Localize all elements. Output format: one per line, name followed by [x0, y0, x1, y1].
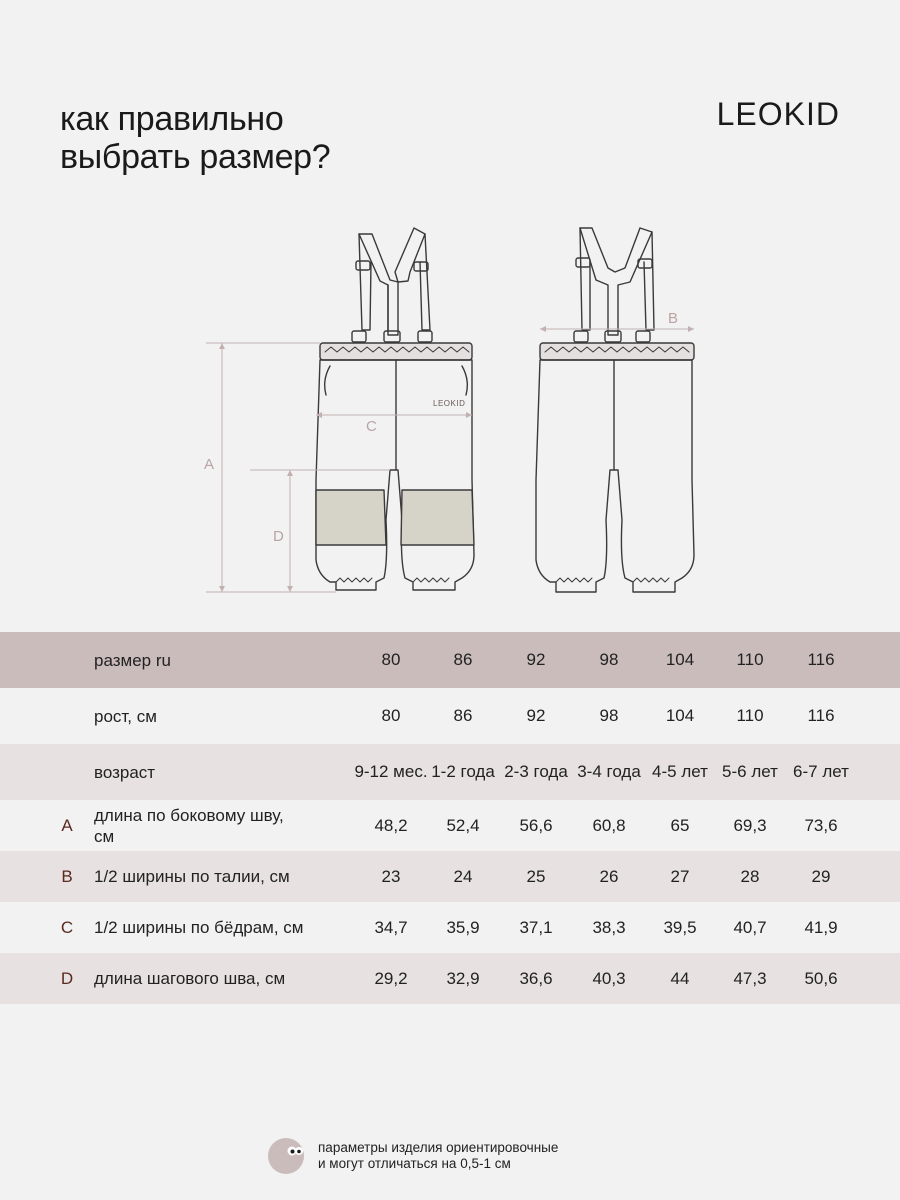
table-cell: 110 [736, 706, 764, 725]
table-cell: 98 [599, 706, 619, 725]
label-b: B [668, 310, 679, 327]
table-cell: 29,2 [374, 968, 408, 988]
table-row [0, 688, 900, 744]
footnote-line-2: и могут отличаться на 0,5-1 см [318, 1156, 511, 1171]
table-cell: 40,3 [592, 968, 626, 988]
table-cell: 23 [381, 866, 401, 886]
table-cell: 52,4 [446, 815, 480, 835]
overalls-illustration [195, 215, 715, 615]
table-cell: 116 [807, 706, 835, 725]
table-cell: 110 [736, 650, 764, 669]
table-cell: 56,6 [519, 815, 553, 835]
table-cell: 80 [381, 706, 401, 725]
title-line-2: выбрать размер? [60, 138, 331, 176]
table-row [0, 851, 900, 902]
table-cell: 65 [670, 815, 690, 835]
page-title [60, 100, 330, 176]
brand-logo: LEOKID [716, 96, 840, 132]
table-cell: 26 [599, 866, 619, 886]
title-line-1: как правильно [60, 100, 284, 138]
product-logo: LEOKID [433, 399, 466, 408]
table-cell: 44 [670, 968, 690, 988]
table-cell: 37,1 [519, 917, 553, 937]
table-cell: 86 [453, 706, 473, 725]
row-letter: D [60, 968, 74, 988]
table-row [0, 902, 900, 953]
table-cell: 34,7 [374, 917, 408, 937]
table-row [0, 800, 900, 851]
table-cell: 3-4 года [577, 762, 641, 781]
mascot-icon [268, 1138, 304, 1174]
measurement-lines [206, 329, 694, 592]
table-cell: 69,3 [733, 815, 767, 835]
table-cell: 29 [811, 866, 831, 886]
row-label: рост, см [94, 706, 157, 726]
table-cell: 25 [526, 866, 546, 886]
table-cell: 1-2 года [431, 762, 495, 781]
table-cell: 50,6 [804, 968, 838, 988]
table-row [0, 953, 900, 1004]
row-label: длина по боковому шву, см [94, 805, 284, 846]
row-label: 1/2 ширины по талии, см [94, 867, 290, 886]
table-cell: 60,8 [592, 815, 626, 835]
table-cell: 28 [740, 866, 760, 886]
row-letter: B [61, 866, 73, 886]
table-cell: 35,9 [446, 917, 480, 937]
table-cell: 47,3 [733, 968, 767, 988]
row-letter: A [61, 815, 73, 835]
table-cell: 9-12 мес. [354, 762, 428, 781]
table-cell: 92 [526, 706, 546, 725]
table-cell: 116 [807, 650, 835, 669]
table-cell: 48,2 [374, 815, 408, 835]
row-label: размер ru [94, 650, 171, 670]
table-cell: 41,9 [804, 917, 838, 937]
row-label: длина шагового шва, см [94, 969, 286, 988]
table-cell: 24 [453, 866, 473, 886]
row-label: возраст [94, 762, 156, 782]
table-cell: 98 [599, 650, 619, 669]
table-cell: 6-7 лет [793, 762, 849, 781]
front-view [316, 228, 474, 590]
label-d: D [273, 528, 284, 545]
table-cell: 73,6 [804, 815, 838, 835]
table-cell: 40,7 [733, 917, 767, 937]
table-cell: 104 [665, 706, 695, 725]
table-cell: 80 [381, 650, 401, 669]
table-cell: 27 [670, 866, 690, 886]
back-view [536, 228, 694, 592]
label-a: A [204, 456, 215, 473]
table-cell: 38,3 [592, 917, 626, 937]
footnote [268, 1138, 558, 1174]
label-c: C [366, 418, 377, 435]
table-cell: 4-5 лет [652, 762, 708, 781]
table-cell: 39,5 [663, 917, 697, 937]
row-label: 1/2 ширины по бёдрам, см [94, 918, 304, 937]
table-cell: 104 [665, 650, 695, 669]
table-row [0, 744, 900, 800]
size-table [0, 632, 900, 1004]
table-row [0, 632, 900, 688]
table-cell: 32,9 [446, 968, 480, 988]
footnote-line-1: параметры изделия ориентировочные [318, 1140, 559, 1155]
table-cell: 2-3 года [504, 762, 568, 781]
table-cell: 5-6 лет [722, 762, 778, 781]
table-cell: 36,6 [519, 968, 553, 988]
table-cell: 92 [526, 650, 546, 669]
row-letter: C [60, 917, 74, 937]
table-cell: 86 [453, 650, 473, 669]
